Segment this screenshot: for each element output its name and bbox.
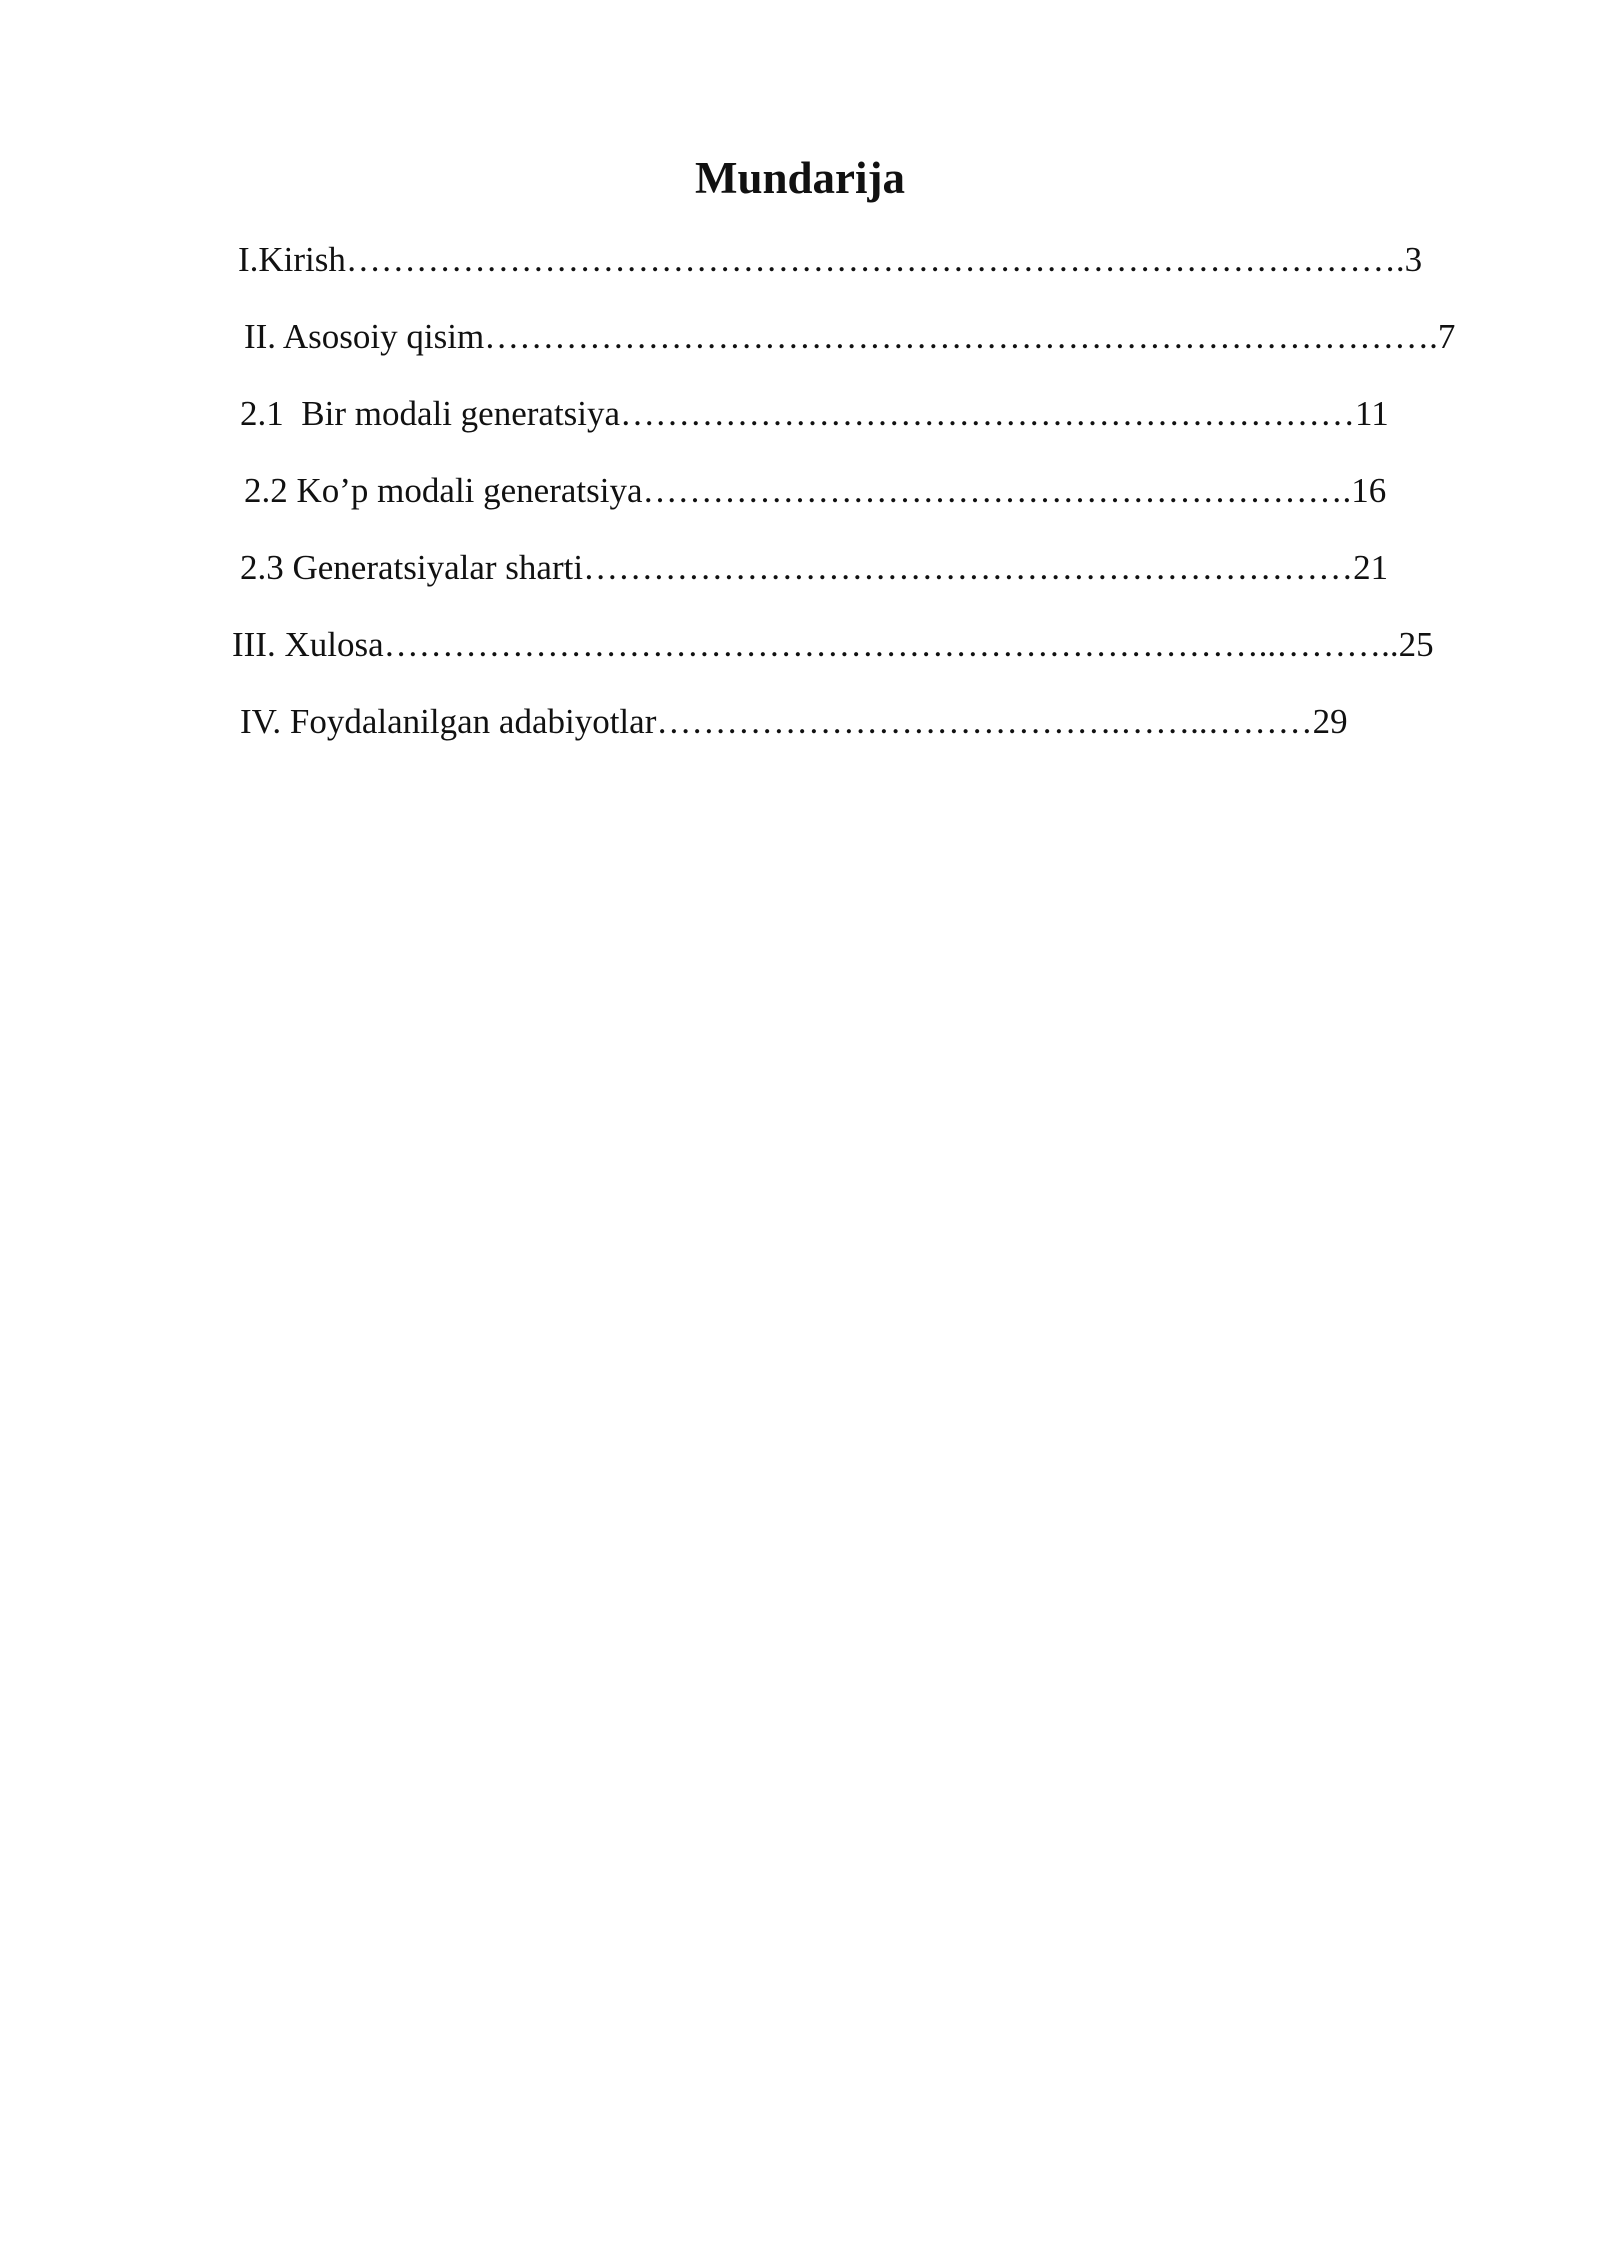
toc-entry-page: 25 (1398, 625, 1434, 664)
toc-entry-page: 29 (1312, 702, 1348, 741)
toc-entry-generatsiyalar-sharti (240, 546, 1388, 590)
toc-entry-page: 16 (1351, 471, 1387, 510)
toc-entry-label: 2.1 Bir modali generatsiya (240, 394, 621, 433)
toc-entry-leader: ………………………………………………………………………. (484, 317, 1438, 356)
toc-entry-leader: ……………………………………………………… (620, 394, 1356, 433)
toc-entry-asosoiy-qisim (244, 315, 1455, 359)
toc-entry-label: 2.3 Generatsiyalar sharti (240, 548, 584, 587)
toc-entry-leader: ………………………………….……..……… (656, 702, 1313, 741)
toc-entry-label: IV. Foydalanilgan adabiyotlar (240, 702, 657, 741)
toc-entry-leader: ………………………………………………………… (583, 548, 1354, 587)
page-title: Mundarija (694, 153, 905, 203)
toc-entry-label: II. Asosoiy qisim (244, 317, 485, 356)
toc-entry-bir-modali (240, 392, 1389, 436)
toc-entry-leader: ……………………………………………………. (642, 471, 1352, 510)
toc-entry-page: 11 (1355, 394, 1389, 433)
toc-entry-leader: …………………………………………………………………..……….. (383, 625, 1399, 664)
toc-entry-label: III. Xulosa (232, 625, 384, 664)
toc-entry-kirish (238, 238, 1422, 282)
toc-entry-label: 2.2 Ko’p modali generatsiya (244, 471, 643, 510)
toc-entry-page: 7 (1437, 317, 1456, 356)
toc-entry-foydalanilgan-adabiyotlar (240, 700, 1348, 744)
toc-entry-label: I.Kirish (238, 240, 346, 279)
toc-entry-kop-modali (244, 469, 1386, 513)
toc-entry-xulosa (232, 623, 1434, 667)
toc-entry-page: 21 (1353, 548, 1389, 587)
toc-entry-leader: ………………………………………………………………………………. (345, 240, 1405, 279)
toc-entry-page: 3 (1404, 240, 1423, 279)
